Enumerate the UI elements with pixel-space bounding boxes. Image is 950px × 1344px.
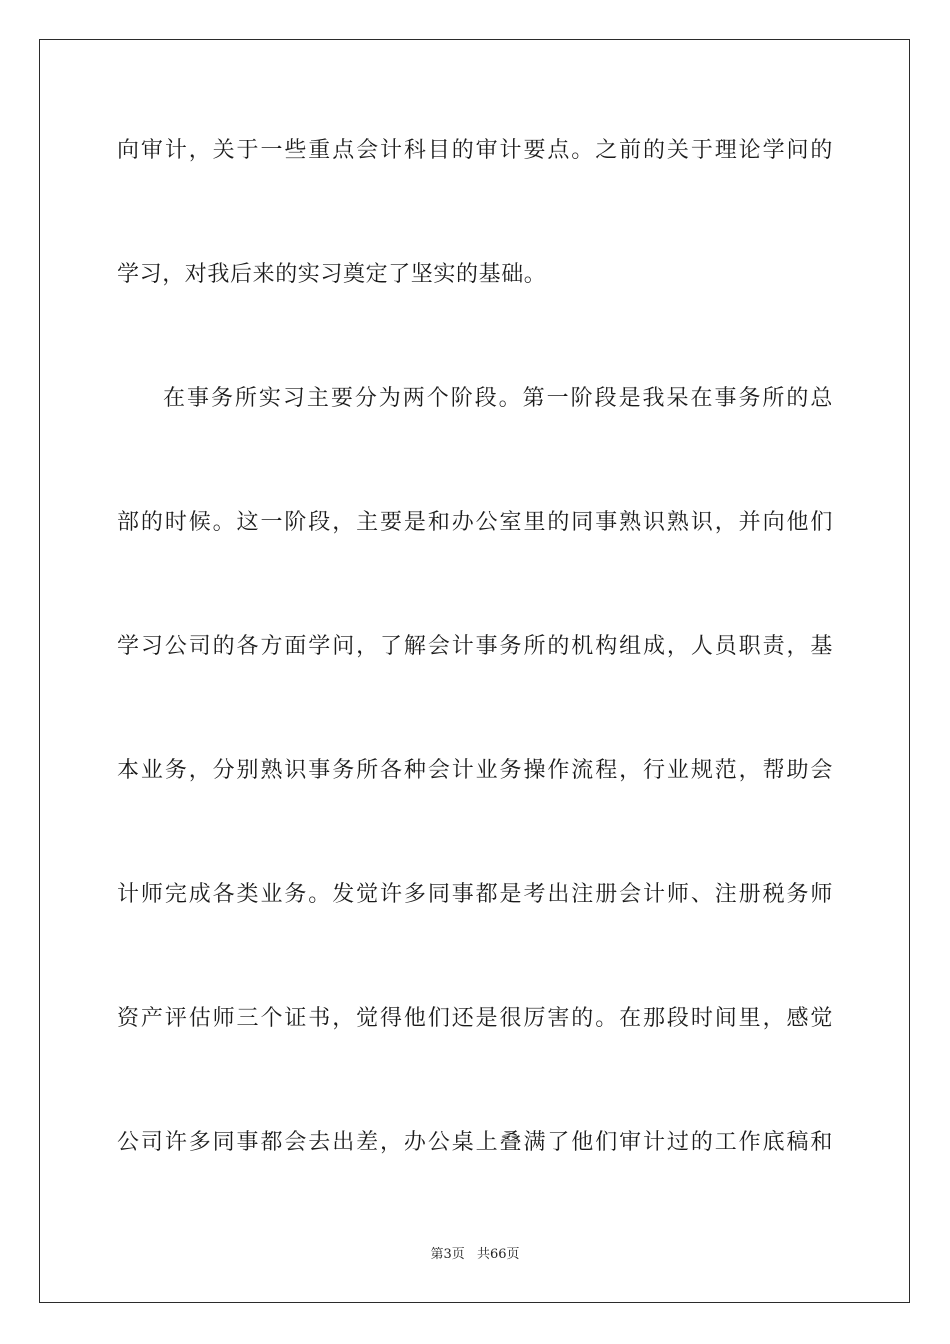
page-border — [39, 39, 910, 1303]
text-line-6: 本业务，分别熟识事务所各种会计业务操作流程，行业规范，帮助会 — [117, 758, 833, 783]
text-line-2: 学习，对我后来的实习奠定了坚实的基础。 — [117, 262, 547, 287]
page-number: 第3页 — [430, 1247, 465, 1262]
text-line-9: 公司许多同事都会去出差，办公桌上叠满了他们审计过的工作底稿和 — [117, 1130, 833, 1155]
text-line-8: 资产评估师三个证书，觉得他们还是很厉害的。在那段时间里，感觉 — [117, 1006, 833, 1031]
text-line-3: 在事务所实习主要分为两个阶段。第一阶段是我呆在事务所的总 — [163, 386, 833, 411]
text-line-7: 计师完成各类业务。发觉许多同事都是考出注册会计师、注册税务师 — [117, 882, 833, 907]
page-footer — [0, 1246, 950, 1264]
text-line-4: 部的时候。这一阶段，主要是和办公室里的同事熟识熟识，并向他们 — [117, 510, 833, 535]
text-line-1: 向审计，关于一些重点会计科目的审计要点。之前的关于理论学问的 — [117, 138, 833, 163]
text-line-5: 学习公司的各方面学问，了解会计事务所的机构组成，人员职责，基 — [117, 634, 833, 659]
total-pages: 共66页 — [476, 1247, 520, 1262]
